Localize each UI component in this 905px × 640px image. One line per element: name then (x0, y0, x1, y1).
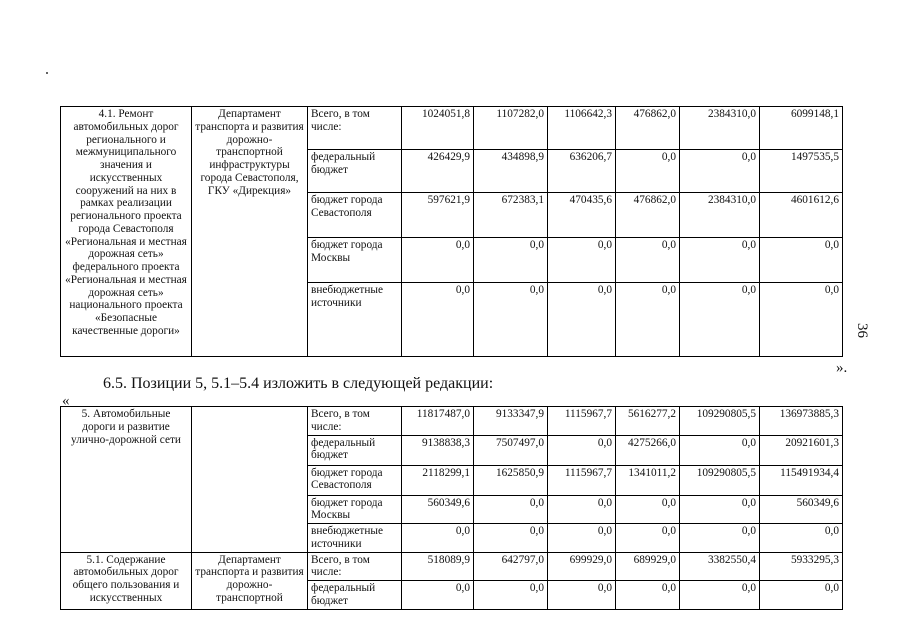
amount-cell: 0,0 (474, 495, 548, 524)
amount-cell: 0,0 (680, 524, 760, 553)
total-cell: 0,0 (760, 283, 843, 357)
amount-cell: 689929,0 (616, 552, 680, 581)
amount-cell: 0,0 (548, 524, 616, 553)
amount-cell: 0,0 (616, 238, 680, 283)
amount-cell: 426429,9 (402, 150, 474, 193)
amount-cell: 0,0 (616, 524, 680, 553)
responsible-executor-5-1: Департамент транспорта и развития дорожно-транспортной (192, 552, 308, 609)
amount-cell: 0,0 (680, 495, 760, 524)
amount-cell: 476862,0 (616, 193, 680, 238)
funding-source: бюджет города Москвы (308, 238, 402, 283)
amount-cell: 109290805,5 (680, 407, 760, 436)
funding-source: федеральный бюджет (308, 581, 402, 610)
total-cell: 1497535,5 (760, 150, 843, 193)
amount-cell: 0,0 (616, 150, 680, 193)
closing-quote: ». (836, 360, 848, 376)
amount-cell: 1024051,8 (402, 107, 474, 150)
amount-cell: 0,0 (402, 524, 474, 553)
amount-cell: 9133347,9 (474, 407, 548, 436)
amount-cell: 2384310,0 (680, 193, 760, 238)
amount-cell: 109290805,5 (680, 465, 760, 495)
measure-name-5: 5. Автомобильные дороги и развитие улично-дорожной сети (61, 407, 192, 553)
amount-cell: 1115967,7 (548, 407, 616, 436)
amount-cell: 2384310,0 (680, 107, 760, 150)
amount-cell: 0,0 (616, 581, 680, 610)
funding-source: бюджет города Севастополя (308, 193, 402, 238)
total-cell: 20921601,3 (760, 435, 843, 465)
budget-table-4-1 (60, 106, 843, 357)
total-cell: 6099148,1 (760, 107, 843, 150)
amount-cell: 1625850,9 (474, 465, 548, 495)
amount-cell: 0,0 (474, 238, 548, 283)
funding-source: внебюджетные источники (308, 283, 402, 357)
amount-cell: 0,0 (548, 435, 616, 465)
amount-cell: 0,0 (474, 283, 548, 357)
amount-cell: 1106642,3 (548, 107, 616, 150)
amount-cell: 11817487,0 (402, 407, 474, 436)
amount-cell: 3382550,4 (680, 552, 760, 581)
funding-source: Всего, в том числе: (308, 552, 402, 581)
amount-cell: 0,0 (680, 581, 760, 610)
funding-source: Всего, в том числе: (308, 107, 402, 150)
measure-name-5-1: 5.1. Содержание автомобильных дорог общего пользования и искусственных (61, 552, 192, 609)
total-cell: 0,0 (760, 581, 843, 610)
amount-cell: 7507497,0 (474, 435, 548, 465)
amount-cell: 0,0 (680, 238, 760, 283)
amount-cell: 636206,7 (548, 150, 616, 193)
scan-mark (46, 72, 48, 74)
total-cell: 115491934,4 (760, 465, 843, 495)
amount-cell: 1107282,0 (474, 107, 548, 150)
budget-table-5 (60, 406, 843, 610)
amount-cell: 0,0 (548, 581, 616, 610)
responsible-executor-4-1: Департамент транспорта и развития дорожно-транспортной инфраструктуры города Севастополя, ГКУ «Дирекция» (192, 107, 308, 357)
amount-cell: 699929,0 (548, 552, 616, 581)
amount-cell: 1341011,2 (616, 465, 680, 495)
amount-cell: 0,0 (402, 581, 474, 610)
amount-cell: 0,0 (680, 283, 760, 357)
funding-source: федеральный бюджет (308, 150, 402, 193)
amount-cell: 476862,0 (616, 107, 680, 150)
amount-cell: 0,0 (616, 283, 680, 357)
total-cell: 560349,6 (760, 495, 843, 524)
funding-source: внебюджетные источники (308, 524, 402, 553)
section-heading: 6.5. Позиции 5, 5.1–5.4 изложить в следующей редакции: (103, 375, 494, 392)
amount-cell: 5616277,2 (616, 407, 680, 436)
total-cell: 136973885,3 (760, 407, 843, 436)
opening-quote: « (62, 393, 70, 409)
amount-cell: 0,0 (616, 495, 680, 524)
funding-source: бюджет города Москвы (308, 495, 402, 524)
amount-cell: 0,0 (548, 238, 616, 283)
amount-cell: 597621,9 (402, 193, 474, 238)
total-cell: 0,0 (760, 238, 843, 283)
total-cell: 5933295,3 (760, 552, 843, 581)
amount-cell: 434898,9 (474, 150, 548, 193)
amount-cell: 518089,9 (402, 552, 474, 581)
page-number: 36 (854, 323, 870, 338)
funding-source: федеральный бюджет (308, 435, 402, 465)
total-cell: 0,0 (760, 524, 843, 553)
amount-cell: 0,0 (402, 238, 474, 283)
amount-cell: 470435,6 (548, 193, 616, 238)
amount-cell: 672383,1 (474, 193, 548, 238)
measure-name-4-1: 4.1. Ремонт автомобильных дорог регионального и межмуниципального значения и искусственных сооружений на них в рамках реализации регионального проекта города Севастополя «Региональная и местная дорожная сеть» федерального проекта «Региональная и местная дорожная сеть» национального проекта «Безопасные качественные дороги» (61, 107, 192, 357)
amount-cell: 9138838,3 (402, 435, 474, 465)
amount-cell: 560349,6 (402, 495, 474, 524)
amount-cell: 0,0 (548, 283, 616, 357)
amount-cell: 1115967,7 (548, 465, 616, 495)
funding-source: Всего, в том числе: (308, 407, 402, 436)
amount-cell: 2118299,1 (402, 465, 474, 495)
amount-cell: 0,0 (474, 581, 548, 610)
amount-cell: 0,0 (402, 283, 474, 357)
responsible-executor-5 (192, 407, 308, 553)
amount-cell: 0,0 (548, 495, 616, 524)
total-cell: 4601612,6 (760, 193, 843, 238)
amount-cell: 0,0 (680, 150, 760, 193)
amount-cell: 0,0 (474, 524, 548, 553)
funding-source: бюджет города Севастополя (308, 465, 402, 495)
amount-cell: 4275266,0 (616, 435, 680, 465)
amount-cell: 642797,0 (474, 552, 548, 581)
amount-cell: 0,0 (680, 435, 760, 465)
